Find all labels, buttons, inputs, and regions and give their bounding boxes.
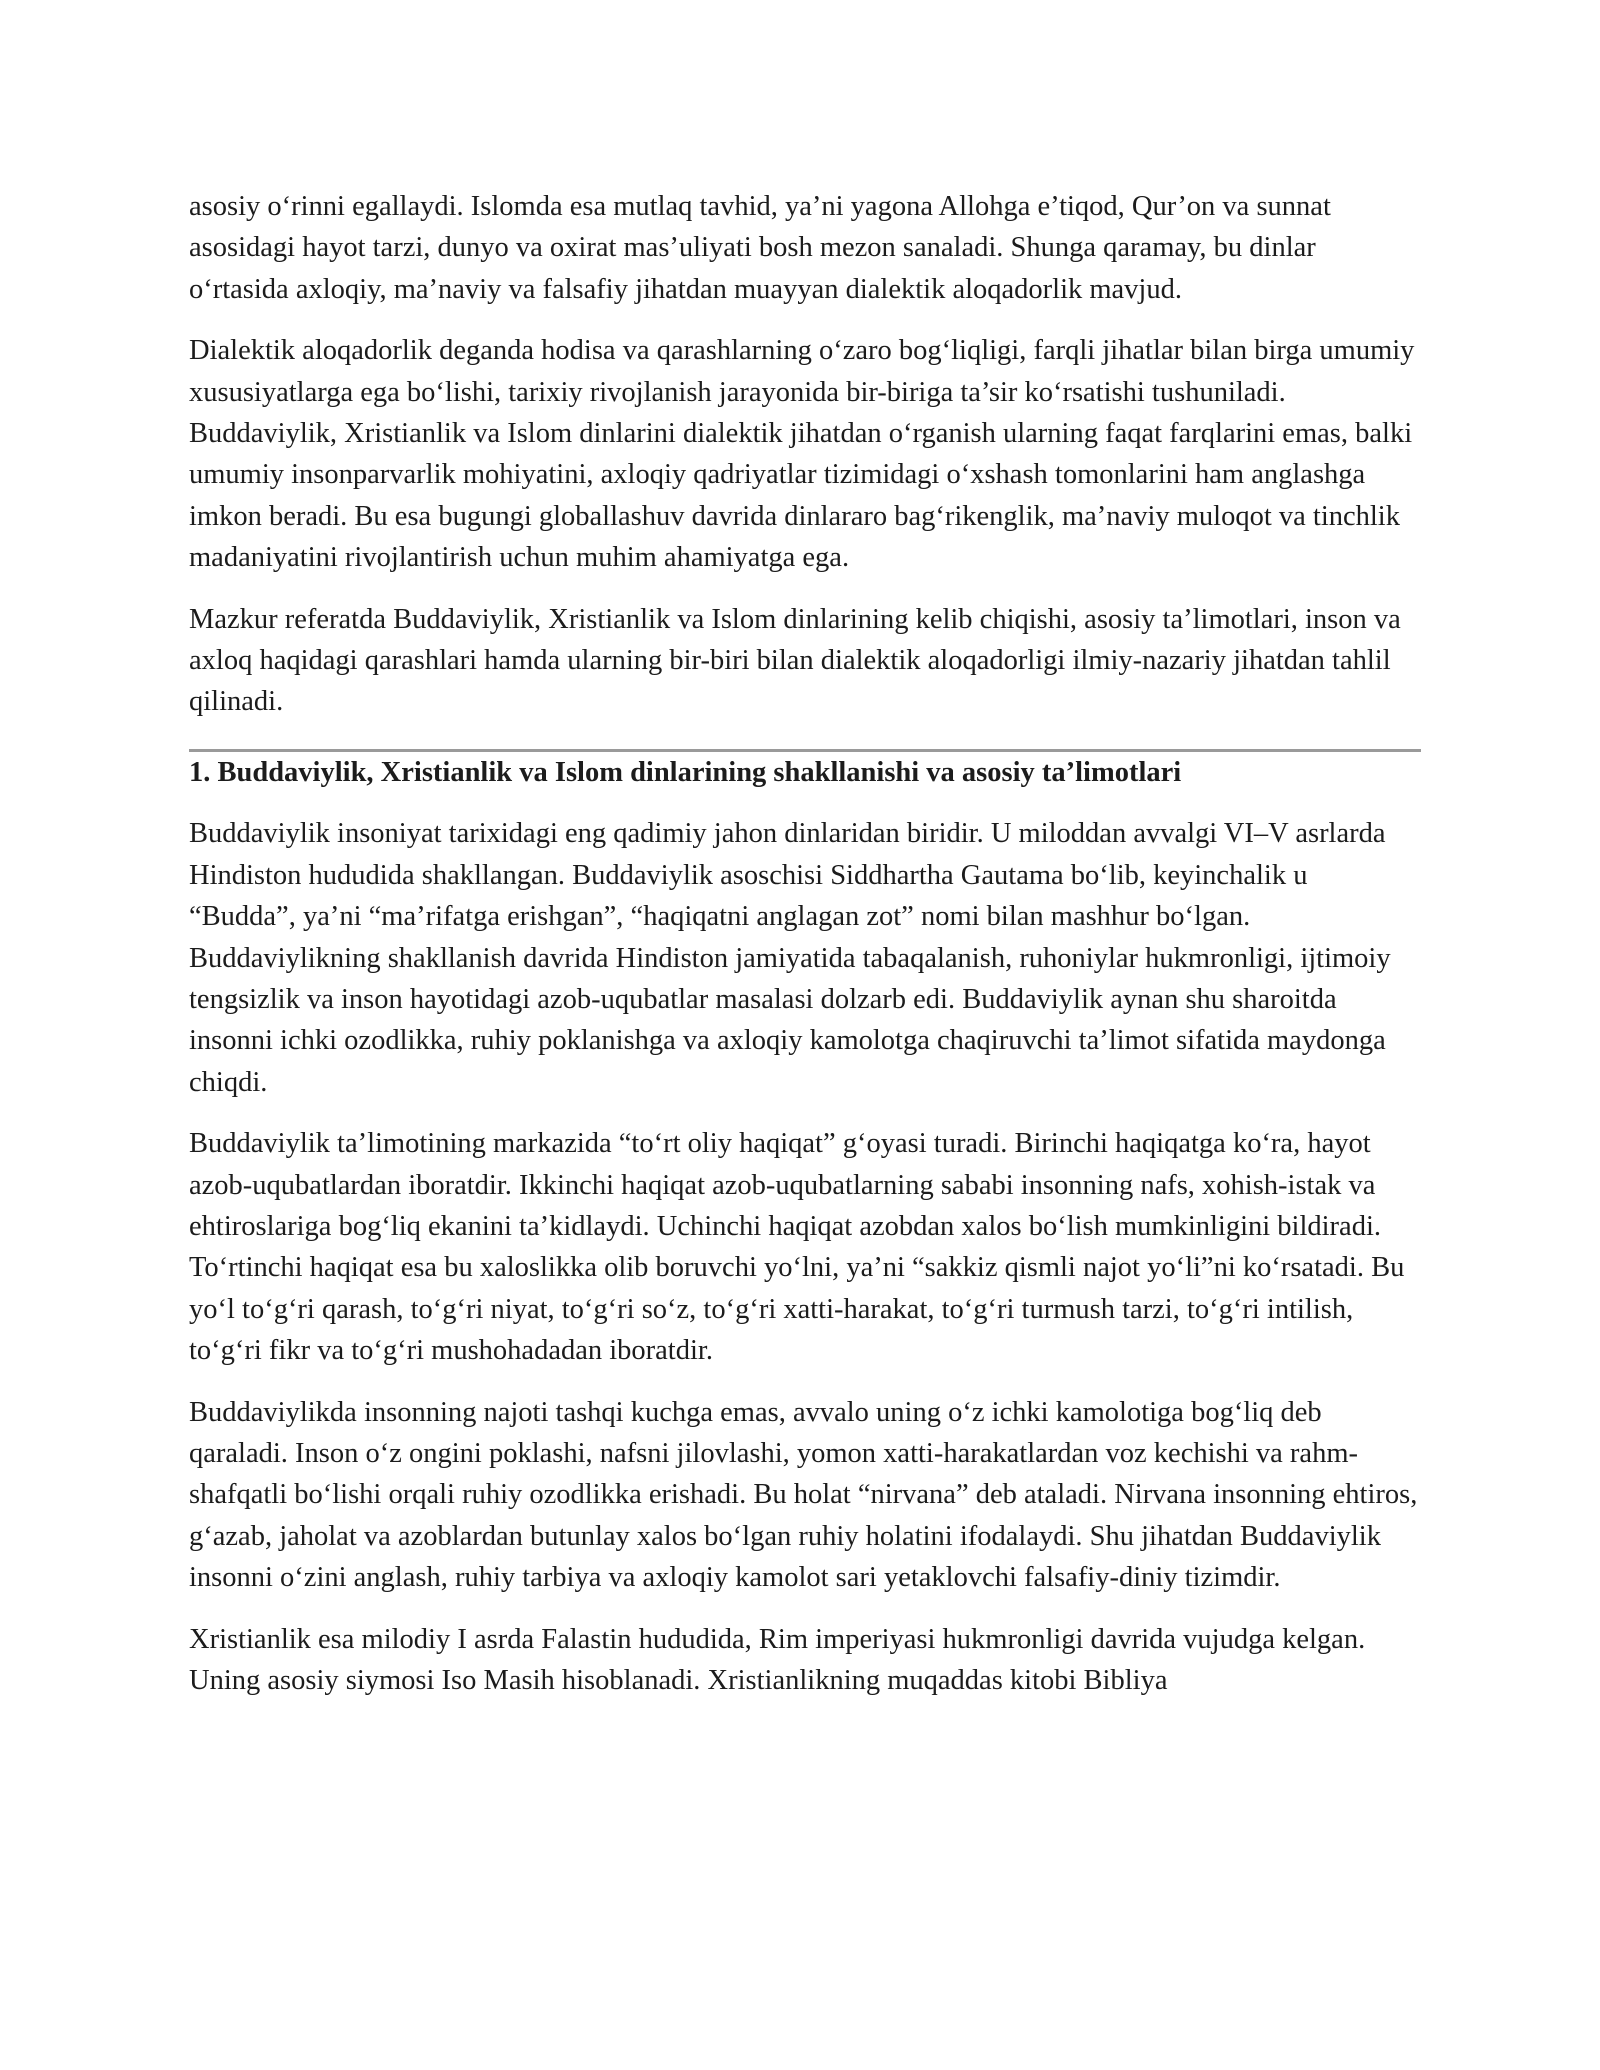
intro-paragraph-2: Dialektik aloqadorlik deganda hodisa va qarashlarning o‘zaro bog‘liqligi, farqli jihatlar bilan birga umumiy xususiyatlarga ega bo‘lishi, tarixiy rivojlanish jarayonida bir-biriga ta’sir ko‘rsatishi tushuniladi. Buddaviylik, Xristianlik va Islom dinlarini dialektik jihatdan o‘rganish ularning faqat farqlarini emas, balki umumiy insonparvarlik mohiyatini, axloqiy qadriyatlar tizimidagi o‘xshash tomonlarini ham anglashga imkon beradi. Bu esa bugungi globallashuv davrida dinlararo bag‘rikenglik, ma’naviy muloqot va tinchlik madaniyatini rivojlantirish uchun muhim ahamiyatga ega.	[189, 335, 1415, 574]
section-paragraph-2: Buddaviylik ta’limotining markazida “to‘rt oliy haqiqat” g‘oyasi turadi. Birinchi haqiqatga ko‘ra, hayot azob-uqubatlardan iboratdir. Ikkinchi haqiqat azob-uqubatlarning sababi insonning nafs, xohish-istak va ehtiroslariga bog‘liq ekanini ta’kidlaydi. Uchinchi haqiqat azobdan xalos bo‘lish mumkinligini bildiradi. To‘rtinchi haqiqat esa bu xaloslikka olib boruvchi yo‘lni, ya’ni “sakkiz qismli najot yo‘li”ni ko‘rsatadi. Bu yo‘l to‘g‘ri qarash, to‘g‘ri niyat, to‘g‘ri so‘z, to‘g‘ri xatti-harakat, to‘g‘ri turmush tarzi, to‘g‘ri intilish, to‘g‘ri fikr va to‘g‘ri mushohadadan iboratdir.	[189, 1128, 1405, 1367]
section-paragraph-1: Buddaviylik insoniyat tarixidagi eng qadimiy jahon dinlaridan biridir. U miloddan avvalgi VI–V asrlarda Hindiston hududida shakllangan. Buddaviylik asoschisi Siddhartha Gautama bo‘lib, keyinchalik u “Budda”, ya’ni “ma’rifatga erishgan”, “haqiqatni anglagan zot” nomi bilan mashhur bo‘lgan. Buddaviylikning shakllanish davrida Hindiston jamiyatida tabaqalanish, ruhoniylar hukmronligi, ijtimoiy tengsizlik va inson hayotidagi azob-uqubatlar masalasi dolzarb edi. Buddaviylik aynan shu sharoitda insonni ichki ozodlikka, ruhiy poklanishga va axloqiy kamolotga chaqiruvchi ta’limot sifatida maydonga chiqdi.	[189, 818, 1391, 1098]
section-paragraph-4: Xristianlik esa milodiy I asrda Falastin hududida, Rim imperiyasi hukmronligi davrida vujudga kelgan. Uning asosiy siymosi Iso Masih hisoblanadi. Xristianlikning muqaddas kitobi Bibliya	[189, 1623, 1366, 1696]
section-heading: 1. Buddaviylik, Xristianlik va Islom dinlarining shakllanishi va asosiy ta’limotlari	[189, 756, 1182, 788]
intro-paragraph-3: Mazkur referatda Buddaviylik, Xristianlik va Islom dinlarining kelib chiqishi, asosiy ta’limotlari, inson va axloq haqidagi qarashlari hamda ularning bir-biri bilan dialektik aloqadorligi ilmiy-nazariy jihatdan tahlil qilinadi.	[189, 603, 1401, 718]
document-page	[189, 186, 1421, 1721]
intro-paragraph-1: asosiy o‘rinni egallaydi. Islomda esa mutlaq tavhid, ya’ni yagona Allohga e’tiqod, Qur’on va sunnat asosidagi hayot tarzi, dunyo va oxirat mas’uliyati bosh mezon sanaladi. Shunga qaramay, bu dinlar o‘rtasida axloqiy, ma’naviy va falsafiy jihatdan muayyan dialektik aloqadorlik mavjud.	[189, 191, 1331, 305]
section-paragraph-3: Buddaviylikda insonning najoti tashqi kuchga emas, avvalo uning o‘z ichki kamolotiga bog‘liq deb qaraladi. Inson o‘z ongini poklashi, nafsni jilovlashi, yomon xatti-harakatlardan voz kechishi va rahm-shafqatli bo‘lishi orqali ruhiy ozodlikka erishadi. Bu holat “nirvana” deb ataladi. Nirvana insonning ehtiros, g‘azab, jaholat va azoblardan butunlay xalos bo‘lgan ruhiy holatini ifodalaydi. Shu jihatdan Buddaviylik insonni o‘zini anglash, ruhiy tarbiya va axloqiy kamolot sari yetaklovchi falsafiy-diniy tizimdir.	[189, 1396, 1418, 1594]
